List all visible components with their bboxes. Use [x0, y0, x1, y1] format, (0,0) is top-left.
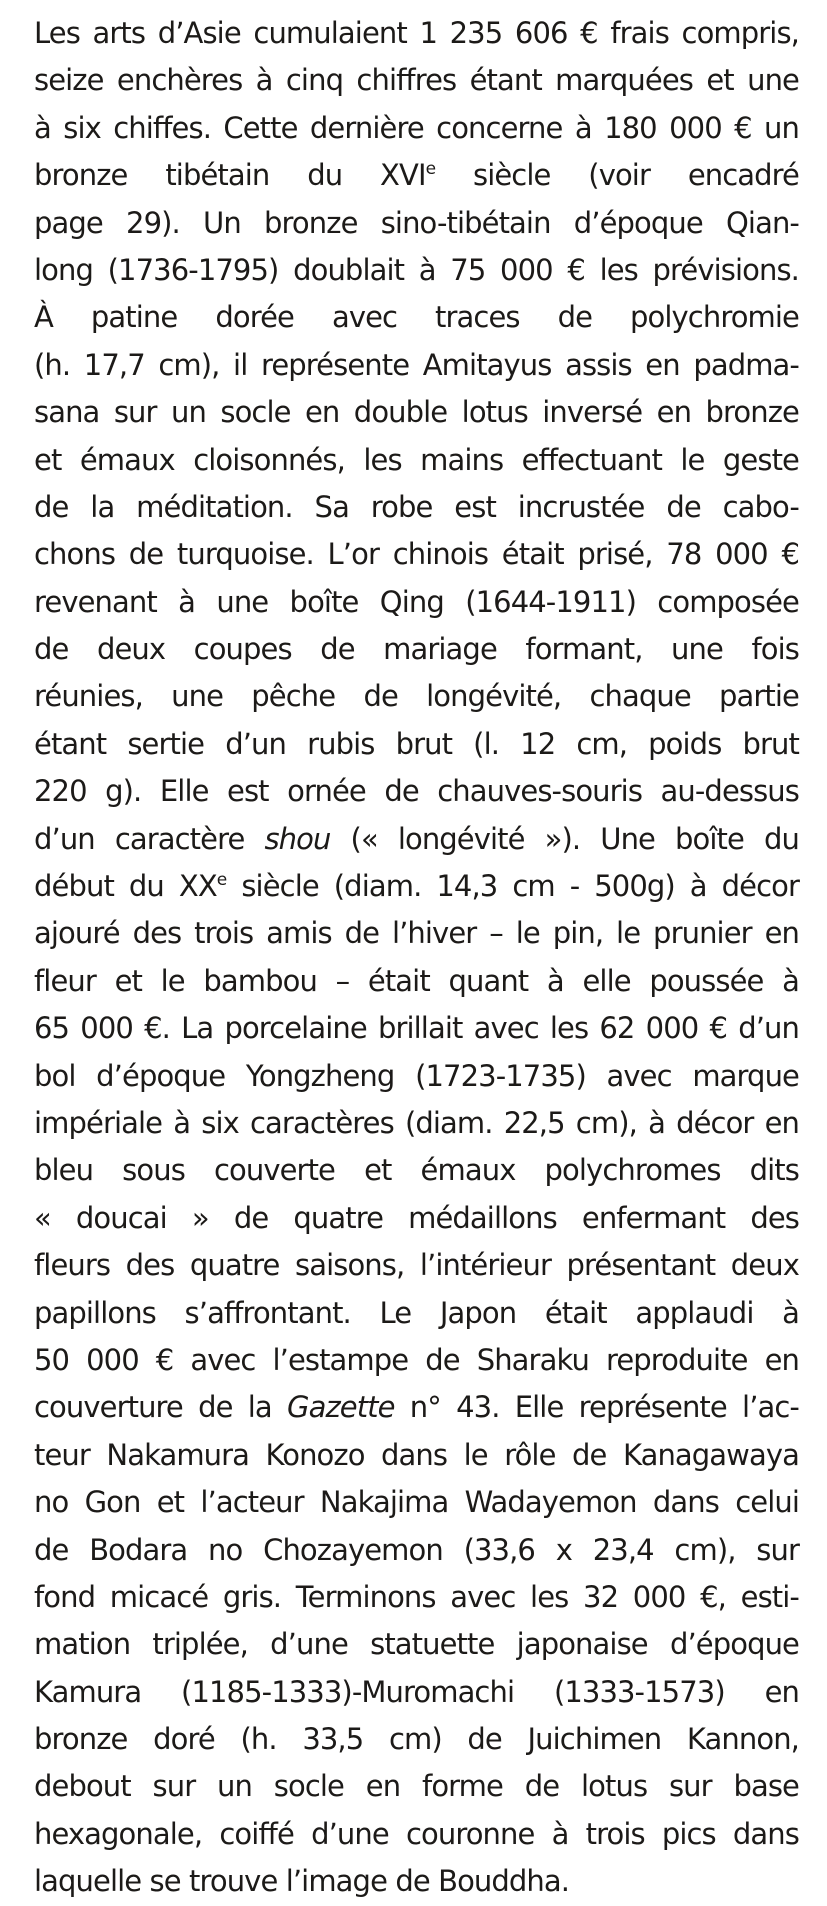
superscript: e: [216, 870, 227, 891]
line-text: fleur et le bambou – était quant à elle poussée à: [34, 963, 799, 998]
text-line: [34, 105, 799, 152]
line-text: 50 000 € avec l’estampe de Sharaku reproduite en: [34, 1342, 799, 1377]
text-line: [34, 1290, 799, 1337]
line-text-after: siècle (voir encadré: [435, 158, 799, 193]
line-text: teur Nakamura Konozo dans le rôle de Kanagawaya: [34, 1437, 799, 1472]
line-text: ajouré des trois amis de l’hiver – le pin, le prunier en: [34, 916, 799, 951]
text-line: [34, 1337, 799, 1384]
text-line: [34, 863, 799, 910]
text-line: [34, 1005, 799, 1052]
text-line: [34, 1811, 799, 1858]
text-line: [34, 10, 799, 57]
line-text: chons de turquoise. L’or chinois était prisé, 78 000 €: [34, 537, 799, 572]
text-line: [34, 1384, 799, 1431]
text-line: [34, 1242, 799, 1289]
line-text: étant sertie d’un rubis brut (l. 12 cm, poids brut: [34, 726, 799, 761]
text-line: [34, 1432, 799, 1479]
text-line: [34, 1763, 799, 1810]
text-line: [34, 1479, 799, 1526]
line-text: no Gon et l’acteur Nakajima Wadayemon dans celui: [34, 1485, 799, 1520]
line-text: revenant à une boîte Qing (1644-1911) composée: [34, 584, 799, 619]
text-line: [34, 721, 799, 768]
text-line: [34, 1100, 799, 1147]
text-line: [34, 673, 799, 720]
text-line: [34, 579, 799, 626]
text-line: [34, 484, 799, 531]
line-text-after: (« longévité »). Une boîte du: [330, 821, 799, 856]
line-text-before: couverture de la: [34, 1390, 287, 1425]
text-line: [34, 294, 799, 341]
text-line: [34, 200, 799, 247]
line-text: sana sur un socle en double lotus inversé en bronze: [34, 395, 799, 430]
text-line: [34, 57, 799, 104]
text-line: [34, 1147, 799, 1194]
text-line: [34, 247, 799, 294]
line-text: bol d’époque Yongzheng (1723-1735) avec marque: [34, 1058, 799, 1093]
line-text: 65 000 €. La porcelaine brillait avec les 62 000 € d’un: [34, 1011, 799, 1046]
line-text: page 29). Un bronze sino-tibétain d’époque Qian-: [34, 205, 799, 240]
text-line: [34, 1195, 799, 1242]
line-text: hexagonale, coiffé d’une couronne à trois pics dans: [34, 1816, 799, 1851]
line-text: et émaux cloisonnés, les mains effectuant le geste: [34, 442, 799, 477]
text-line: [34, 1621, 799, 1668]
article-paragraph: [34, 10, 799, 1906]
text-line: [34, 152, 799, 199]
line-text-after: n° 43. Elle représente l’ac-: [394, 1390, 799, 1425]
line-text: réunies, une pêche de longévité, chaque partie: [34, 679, 799, 714]
text-line: [34, 910, 799, 957]
line-text: bronze doré (h. 33,5 cm) de Juichimen Kannon,: [34, 1722, 799, 1757]
line-text: debout sur un socle en forme de lotus sur base: [34, 1769, 799, 1804]
article-page: [34, 10, 799, 1906]
line-text: bleu sous couverte et émaux polychromes dits: [34, 1153, 799, 1188]
line-text: mation triplée, d’une statuette japonaise d’époque: [34, 1627, 799, 1662]
text-line: [34, 1527, 799, 1574]
text-line: [34, 768, 799, 815]
text-line: [34, 1669, 799, 1716]
line-text: Kamura (1185-1333)-Muromachi (1333-1573) en: [34, 1674, 799, 1709]
italic-term: shou: [264, 821, 331, 856]
line-text: laquelle se trouve l’image de Bouddha.: [34, 1864, 570, 1899]
text-line: [34, 389, 799, 436]
line-text: À patine dorée avec traces de polychromie: [34, 300, 799, 335]
text-line: [34, 816, 799, 863]
line-text: « doucai » de quatre médaillons enfermant des: [34, 1200, 799, 1235]
line-text: impériale à six caractères (diam. 22,5 cm), à décor en: [34, 1105, 799, 1140]
line-text: papillons s’affrontant. Le Japon était applaudi à: [34, 1295, 799, 1330]
line-text: 220 g). Elle est ornée de chauves-souris au-dessus: [34, 774, 799, 809]
line-text: Les arts d’Asie cumulaient 1 235 606 € frais compris,: [34, 16, 799, 50]
line-text-before: début du XX: [34, 869, 217, 904]
line-text: long (1736-1795) doublait à 75 000 € les prévisions.: [34, 252, 799, 287]
text-line: [34, 958, 799, 1005]
line-text: de deux coupes de mariage formant, une fois: [34, 632, 799, 667]
line-text: fleurs des quatre saisons, l’intérieur présentant deux: [34, 1248, 799, 1283]
line-text: fond micacé gris. Terminons avec les 32 000 €, esti-: [34, 1579, 799, 1614]
text-line: [34, 626, 799, 673]
text-line: [34, 1574, 799, 1621]
italic-term: Gazette: [287, 1390, 395, 1425]
superscript: e: [425, 159, 436, 180]
text-line: [34, 531, 799, 578]
line-text: seize enchères à cinq chiffres étant marquées et une: [34, 63, 799, 98]
line-text-before: bronze tibétain du XVI: [34, 158, 426, 193]
text-line: [34, 1053, 799, 1100]
line-text: de la méditation. Sa robe est incrustée de cabo-: [34, 489, 799, 524]
line-text-after: siècle (diam. 14,3 cm - 500g) à décor: [226, 869, 799, 904]
text-line: [34, 437, 799, 484]
line-text: de Bodara no Chozayemon (33,6 x 23,4 cm), sur: [34, 1532, 799, 1567]
text-line: [34, 342, 799, 389]
line-text: à six chiffes. Cette dernière concerne à 180 000 € un: [34, 110, 799, 145]
text-line: [34, 1716, 799, 1763]
line-text-before: d’un caractère: [34, 821, 265, 856]
line-text: (h. 17,7 cm), il représente Amitayus assis en padma-: [34, 347, 799, 382]
